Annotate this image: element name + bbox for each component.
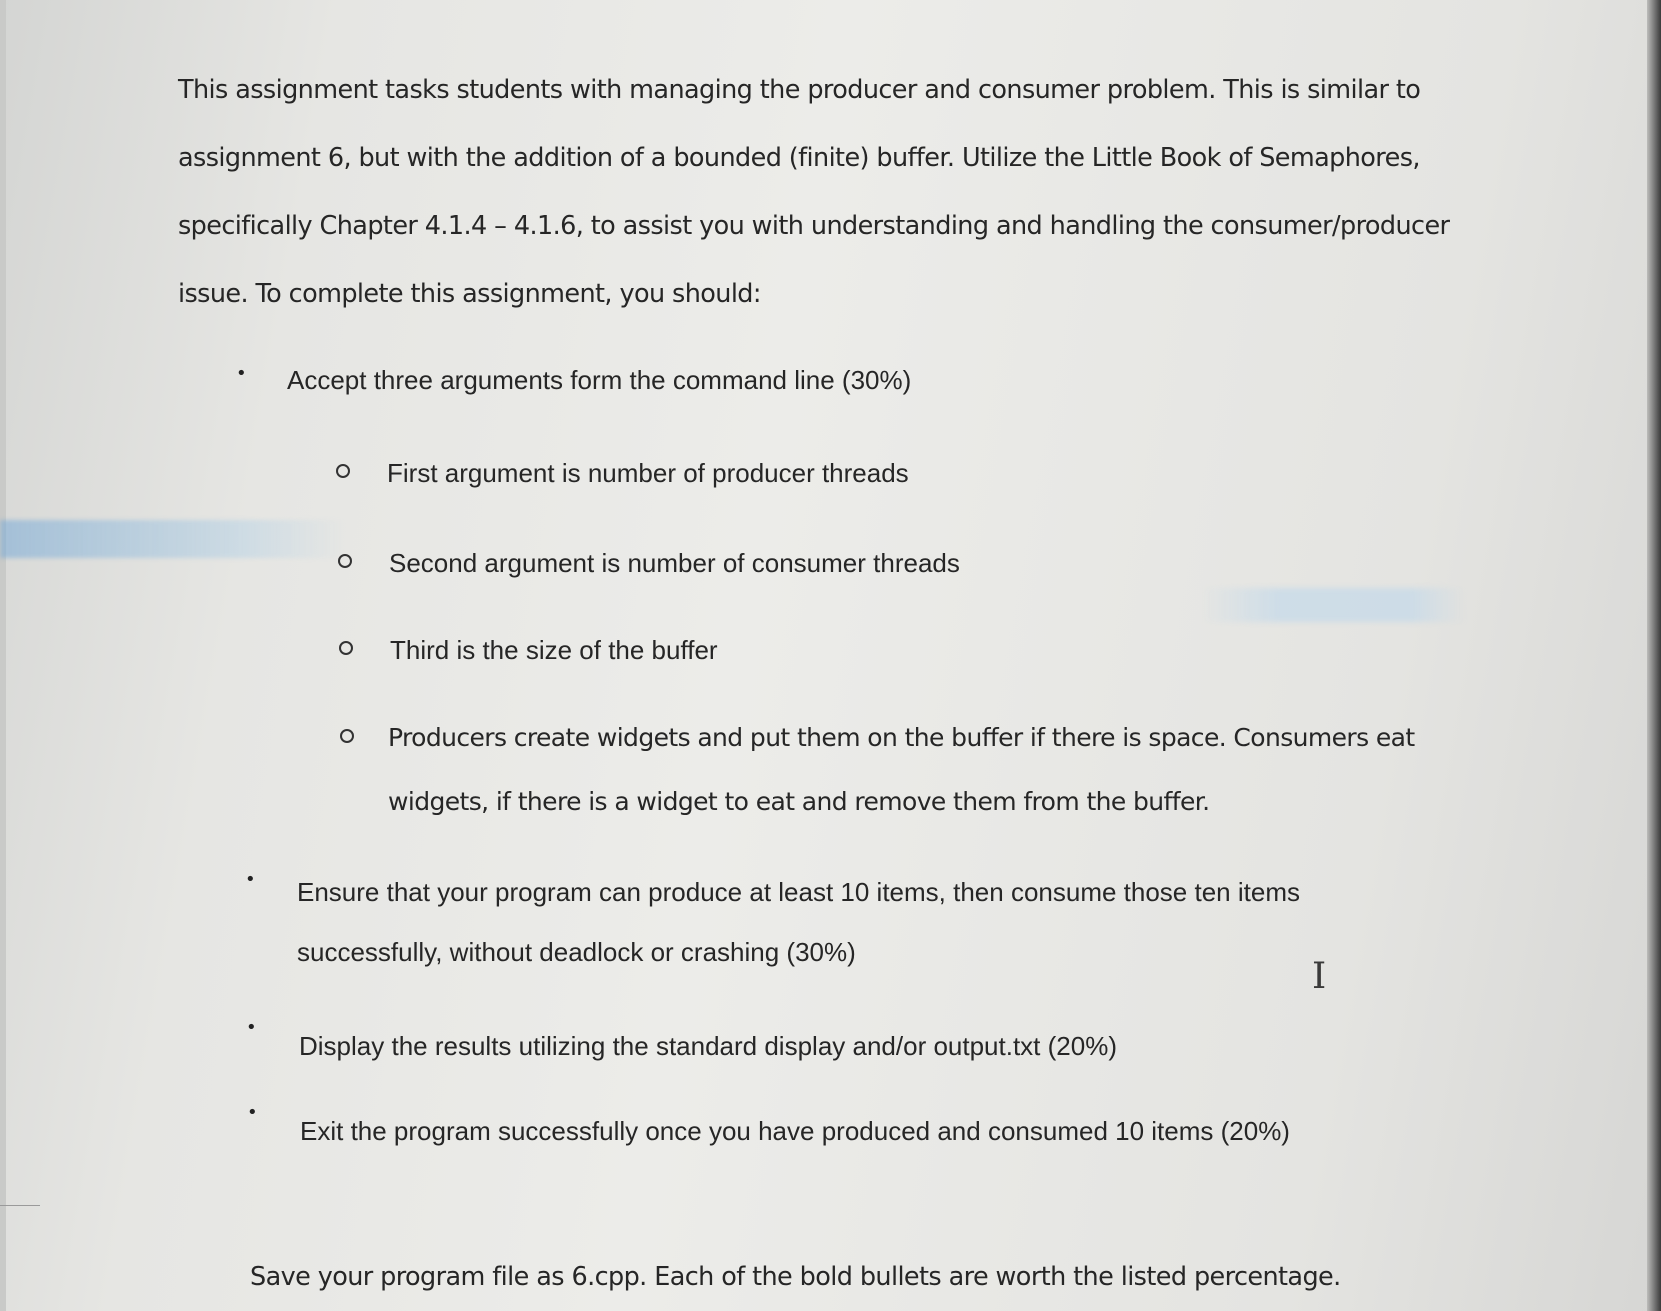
requirement-text: Ensure that your program can produce at least 10 items, then consume those ten items	[297, 877, 1300, 907]
bullet-circle-icon	[340, 729, 354, 743]
sub-requirement-text: Second argument is number of consumer threads	[389, 548, 960, 578]
intro-paragraph	[178, 56, 1478, 328]
sub-requirement-item	[389, 533, 960, 593]
sub-requirement-text: Third is the size of the buffer	[390, 635, 718, 665]
footer-note: Save your program file as 6.cpp. Each of the bold bullets are worth the listed percentage.	[250, 1262, 1341, 1292]
sub-requirement-item	[387, 443, 909, 503]
sub-requirement-item	[390, 620, 718, 680]
sub-requirement-text: First argument is number of producer threads	[387, 458, 909, 488]
sub-requirement-item	[388, 706, 1415, 834]
bullet-dot-icon: •	[246, 1017, 257, 1038]
sub-requirement-text: Producers create widgets and put them on the buffer if there is space. Consumers eat	[388, 723, 1415, 752]
requirement-text: Accept three arguments form the command line (30%)	[287, 365, 912, 395]
requirement-text: Display the results utilizing the standard display and/or output.txt (20%)	[299, 1031, 1117, 1061]
requirement-item	[300, 1101, 1290, 1161]
intro-line: specifically Chapter 4.1.4 – 4.1.6, to assist you with understanding and handling the consumer/producer	[178, 211, 1450, 241]
bullet-circle-icon	[336, 464, 350, 478]
screen-bezel	[1647, 0, 1661, 1311]
intro-line: issue. To complete this assignment, you should:	[178, 279, 761, 309]
requirement-text: Exit the program successfully once you have produced and consumed 10 items (20%)	[300, 1116, 1290, 1146]
sub-requirement-text: widgets, if there is a widget to eat and remove them from the buffer.	[388, 787, 1210, 816]
requirement-item	[299, 1016, 1117, 1076]
bullet-circle-icon	[339, 641, 353, 655]
bullet-circle-icon	[338, 554, 352, 568]
bullet-dot-icon: •	[247, 1102, 258, 1123]
requirement-item	[287, 350, 911, 410]
intro-line: assignment 6, but with the addition of a bounded (finite) buffer. Utilize the Little Book of Semaphores,	[178, 143, 1420, 173]
bullet-dot-icon: •	[236, 363, 247, 384]
requirement-text: successfully, without deadlock or crashing (30%)	[297, 937, 856, 967]
requirement-item	[297, 862, 1300, 982]
intro-line: This assignment tasks students with managing the producer and consumer problem. This is similar to	[178, 75, 1421, 105]
bullet-dot-icon: •	[245, 869, 256, 890]
text-cursor-icon: I	[1312, 956, 1327, 997]
